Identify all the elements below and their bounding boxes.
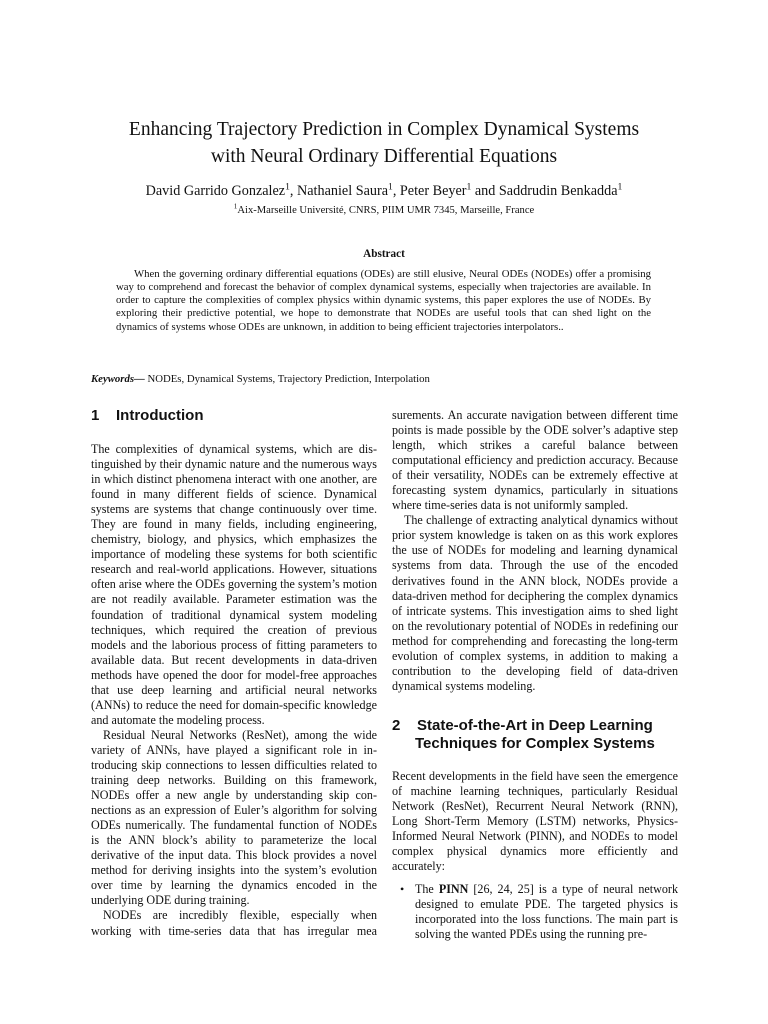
intro-paragraph-1: The complexities of dynamical systems, which are distinguished by their dynamic nature and the numerous ways in which distinct phenomena interact with one another, are found in many different fields of science. Dynamical systems are systems that change continuously over time. They are found in many fields, including engineering, chemistry, biology, and physics, which emphasizes the importance of modeling these systems for both scientific research and real-world applications. However, situations often arise where the ODEs governing the system’s motion are not readily available. Parameter estimation was the foundation of traditional dynamical system modeling techniques, which required the creation of previous models and the laborious process of fitting parameters to available data. But recent developments in data-driven methods have opened the door for model-free approaches that use deep learning and artificial neural networks (ANNs) to reduce the need for domain-specific knowledge and automate the modeling process. bbox=[91, 442, 377, 727]
author-name: Nathaniel Saura bbox=[297, 183, 388, 199]
title-line-2: with Neural Ordinary Differential Equations bbox=[210, 146, 558, 167]
abstract-text: When the governing ordinary differential equations (ODEs) are still elusive, Neural ODEs (NODEs) offer a promising way to comprehend and forecast the behavior of complex dynamical systems, especially when trajectories are available. In order to capture the complexities of complex physics within dynamic systems, this paper explores the use of NODEs. By exploring their predictive potential, we hope to demonstrate that NODEs are useful tools that can shed light on the dynamics of systems whose ODEs are unknown, in addition to being efficient trajectories interpolators.. bbox=[116, 268, 651, 333]
section-2-heading bbox=[392, 717, 682, 753]
title-line-1: Enhancing Trajectory Prediction in Complex Dynamical Systems bbox=[128, 119, 640, 140]
author-name: Peter Beyer bbox=[399, 183, 467, 199]
intro-paragraph-2: Residual Neural Networks (ResNet), among the wide variety of ANNs, have played a significant role in introducing skip connections to lessen difficulties related to training deep networks. Building on this framework, NODEs offer a new angle by understanding skip connections as an expression of Euler’s algorithm for solving ODEs numerically. The fundamental function of NODEs is the ANN block’s ability to parameterize the local derivative of the input data. This block provides a novel method for deriving insights into the system’s evolution over time by learning the dynamics encoded in the underlying ODE during training. bbox=[91, 727, 377, 908]
bullet-text bbox=[415, 882, 678, 942]
author-affiliation-mark: 1 bbox=[617, 181, 623, 193]
author-separator: , bbox=[392, 183, 400, 199]
author-separator: , bbox=[289, 183, 297, 199]
author-name: Saddrudin Benkadda bbox=[498, 183, 618, 199]
bullet-dot-icon: • bbox=[400, 882, 405, 896]
right-column bbox=[392, 408, 678, 694]
section-2-title-line-2: Techniques for Complex Systems bbox=[415, 735, 655, 752]
section-1-heading bbox=[91, 407, 203, 425]
affiliation-text: Aix-Marseille Université, CNRS, PIIM UMR 7345, Marseille, France bbox=[237, 205, 535, 216]
keywords-line bbox=[91, 373, 691, 385]
section-2-number: 2 bbox=[392, 717, 401, 734]
intro-paragraph-3-continued: surements. An accurate navigation between different time points is made possible by the ODE solver’s adaptive step length, which strikes a careful balance between computational efficiency and prediction accuracy. Because of their versatility, NODEs can be extremely effective at forecasting system dynamics, particularly in situations where time-series data is not uniformly sampled. bbox=[392, 408, 678, 513]
section-2-intro bbox=[392, 769, 678, 874]
author-affiliation-mark: 1 bbox=[285, 181, 290, 193]
author-conjunction: and bbox=[471, 183, 499, 199]
affiliation-mark: 1 bbox=[233, 202, 238, 211]
author-affiliation-mark: 1 bbox=[466, 181, 472, 193]
left-column bbox=[91, 442, 377, 939]
keywords-text: NODEs, Dynamical Systems, Trajectory Prediction, Interpolation bbox=[144, 373, 430, 385]
author-affiliation-mark: 1 bbox=[388, 181, 393, 193]
author-list bbox=[0, 181, 768, 201]
paper-title bbox=[0, 116, 768, 170]
affiliation bbox=[0, 204, 768, 218]
section-1-number: 1 bbox=[91, 407, 100, 424]
section-1-title: Introduction bbox=[116, 407, 204, 424]
author-name: David Garrido Gonzalez bbox=[145, 183, 286, 199]
abstract-heading: Abstract bbox=[363, 248, 405, 260]
bullet-lead: The bbox=[415, 882, 439, 896]
intro-paragraph-3: NODEs are incredibly flexible, especially when working with time-series data that has irregular mea bbox=[91, 908, 377, 938]
keywords-label: Keywords— bbox=[91, 373, 145, 385]
bullet-rest: [26, 24, 25] is a type of neural network designed to emulate PDE. The targeted physics is incorporated into the loss functions. The main part is solving the wanted PDEs using the running pre- bbox=[415, 882, 678, 942]
bullet-bold-term: PINN bbox=[438, 882, 469, 896]
section-2-paragraph-1: Recent developments in the field have seen the emergence of machine learning techniques, particularly Residual Network (ResNet), Recurrent Neural Network (RNN), Long Short-Term Memory (LSTM) networks, Physics-Informed Neural Network (PINN), and NODEs to model complex physical dynamics more efficiently and accurately: bbox=[392, 769, 678, 874]
section-2-title-line-1: State-of-the-Art in Deep Learning bbox=[417, 717, 653, 734]
intro-paragraph-4: The challenge of extracting analytical dynamics without prior system knowledge is taken on as this work explores the use of NODEs for modeling and learning dynamical systems from data. Through the use of the encoded derivatives found in the ANN block, NODEs provide a data-driven method for deciphering the complex dynamics of intricate systems. This investigation aims to shed light on the revolutionary potential of NODEs in redefining our method for comprehending and forecasting the long-term evolution of complex systems, in addition to making a contribution to the developing field of data-driven dynamical systems modeling. bbox=[392, 513, 678, 693]
